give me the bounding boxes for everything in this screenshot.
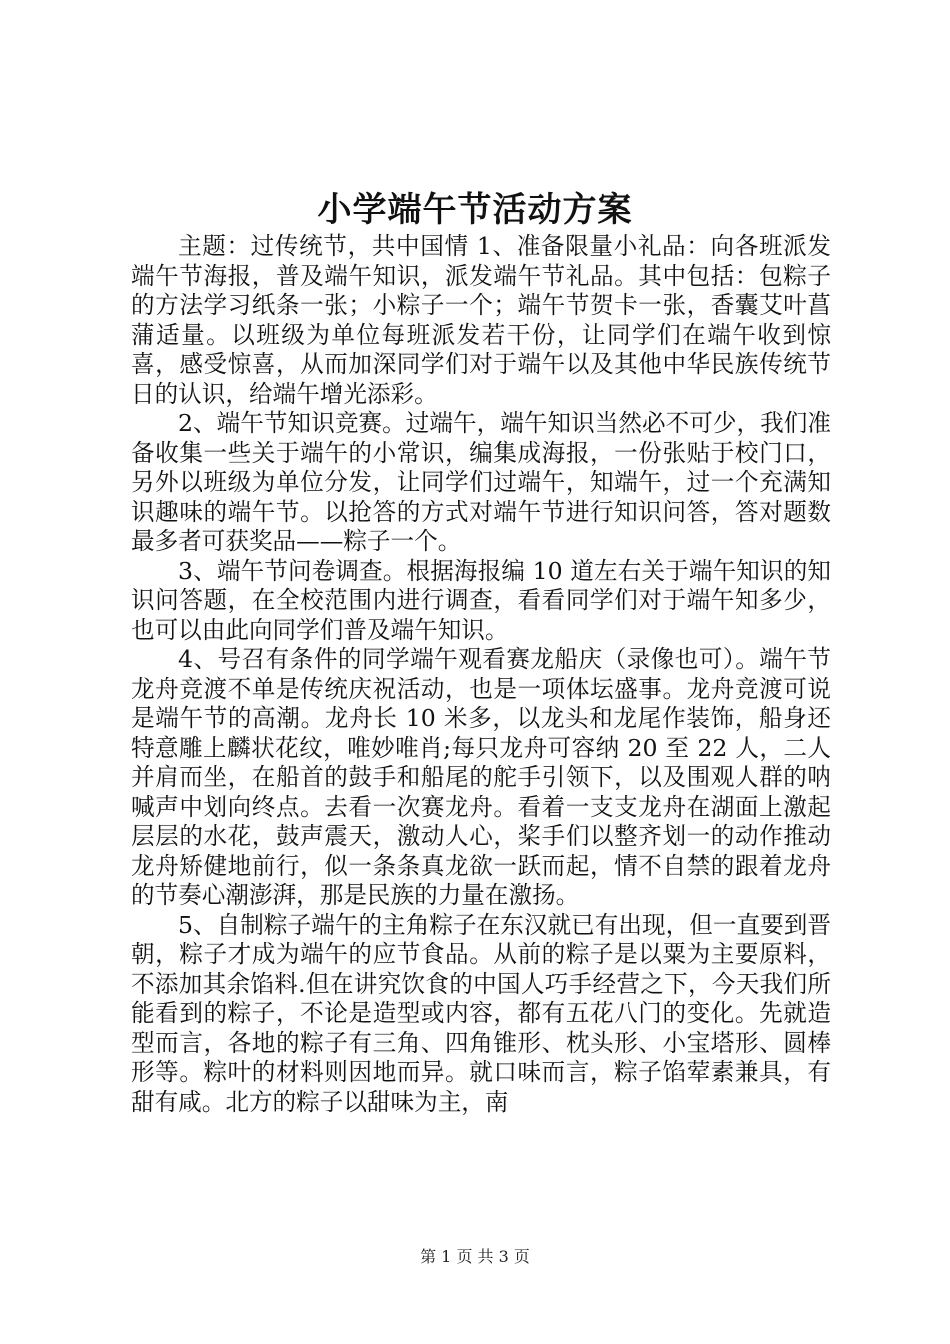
paragraph-zongzi: 5、自制粽子端午的主角粽子在东汉就已有出现，但一直要到晋朝，粽子才成为端午的应节食品。从前的粽子是以粟为主要原料，不添加其余馅料.但在讲究饮食的中国人巧手经营之下，今天我们所能看到的粽子，不论是造型或内容，都有五花八门的变化。先就造型而言，各地的粽子有三角、四角锥形、枕头形、小宝塔形、圆棒形等。粽叶的材料则因地而异。就口味而言，粽子馅荤素兼具，有甜有咸。北方的粽子以甜味为主，南	[131, 910, 831, 1116]
paragraph-dragon-boat: 4、号召有条件的同学端午观看赛龙船庆（录像也可）。端午节龙舟竞渡不单是传统庆祝活动，也是一项体坛盛事。龙舟竞渡可说是端午节的高潮。龙舟长 10 米多，以龙头和龙尾作装饰，船身还特意雕上麟状花纹，唯妙唯肖;每只龙舟可容纳 20 至 22 人，二人并肩而坐，在船首的鼓手和船尾的舵手引领下，以及围观人群的呐喊声中划向终点。去看一次赛龙舟。看着一支支龙舟在湖面上激起层层的水花，鼓声震天，激动人心，桨手们以整齐划一的动作推动龙舟矫健地前行，似一条条真龙欲一跃而起，情不自禁的跟着龙舟的节奏心潮澎湃，那是民族的力量在激扬。	[131, 645, 831, 909]
paragraph-questionnaire: 3、端午节问卷调查。根据海报编 10 道左右关于端午知识的知识问答题，在全校范围内进行调查，看看同学们对于端午知多少，也可以由此向同学们普及端午知识。	[131, 556, 831, 644]
document-body	[131, 232, 831, 1117]
page-footer: 第 1 页 共 3 页	[420, 1247, 530, 1266]
document-title: 小学端午节活动方案	[317, 190, 633, 230]
paragraph-knowledge-contest: 2、端午节知识竞赛。过端午，端午知识当然必不可少，我们准备收集一些关于端午的小常识，编集成海报，一份张贴于校门口，另外以班级为单位分发，让同学们过端午，知端午，过一个充满知识趣味的端午节。以抢答的方式对端午节进行知识问答，答对题数最多者可获奖品——粽子一个。	[131, 409, 831, 555]
paragraph-theme-gifts: 主题：过传统节，共中国情 1、准备限量小礼品：向各班派发端午节海报，普及端午知识，派发端午节礼品。其中包括：包粽子的方法学习纸条一张；小粽子一个；端午节贺卡一张，香囊艾叶菖蒲适量。以班级为单位每班派发若干份，让同学们在端午收到惊喜，感受惊喜，从而加深同学们对于端午以及其他中华民族传统节日的认识，给端午增光添彩。	[131, 232, 831, 408]
